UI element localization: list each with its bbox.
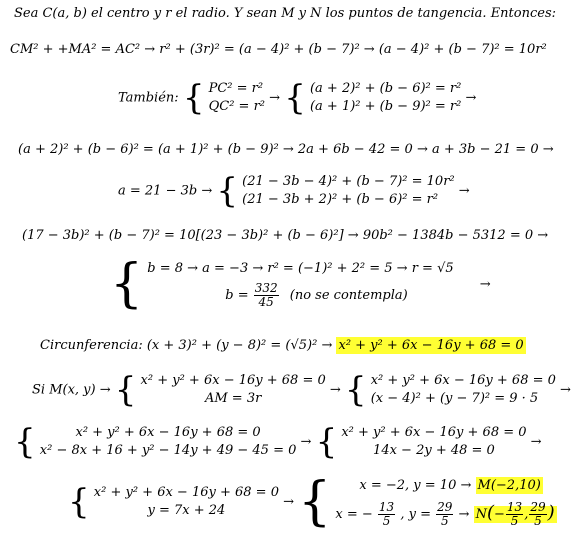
system-row: PC² = r² (208, 81, 264, 96)
fraction (254, 282, 279, 309)
equation-line-1: CM² + +MA² = AC² → r² + (3r)² = (a − 4)² + (b − 7)² → (a − 4)² + (b − 7)² = 10r² (10, 42, 547, 57)
substitution-system (242, 173, 454, 209)
arrow-icon: → (479, 276, 491, 292)
brace-icon: { (182, 78, 205, 118)
equation-line-3: (a + 2)² + (b − 6)² = (a + 1)² + (b − 9)² → 2a + 6b − 42 = 0 → a + 3b − 21 = 0 → (18, 142, 554, 157)
system-row: 14x − 2y + 48 = 0 (373, 443, 495, 458)
circunferencia-equation: (x + 3)² + (y − 8)² = (√5)² → (146, 338, 333, 353)
m-solution: x = −2, y = 10 → (359, 477, 472, 493)
equation-line-5: (17 − 3b)² + (b − 7)² = 10[(23 − 3b)² + (b − 6)²] → 90b² − 1384b − 5312 = 0 → (22, 228, 549, 243)
system-row: x² + y² + 6x − 16y + 68 = 0 (341, 425, 527, 440)
system-row: (21 − 3b + 2)² + (b − 6)² = r² (242, 192, 439, 207)
fraction-numerator: 29 (437, 499, 453, 514)
result-row-m (335, 477, 556, 495)
fraction-denominator: 5 (440, 513, 449, 528)
paren-icon: ) (547, 501, 555, 523)
system-row: x² + y² + 6x − 16y + 68 = 0 (75, 425, 261, 440)
system-row: (a + 2)² + (b − 6)² = r² (309, 81, 462, 96)
si-system-1 (141, 372, 326, 408)
m-point: M(−2,10) (477, 477, 541, 493)
system-row: x² + y² + 6x − 16y + 68 = 0 (370, 373, 556, 388)
arrow-icon: → (560, 382, 571, 398)
intro-text: Sea C(a, b) el centro y r el radio. Y sean M y N los puntos de tangencia. Entonces: (14, 6, 557, 21)
brace-icon: { (315, 422, 338, 462)
tambien-system-2 (310, 80, 461, 116)
system-row: x² − 8x + 16 + y² − 14y + 49 − 45 = 0 (39, 443, 297, 458)
arrow-icon: → (329, 382, 341, 398)
brace-icon: { (14, 422, 36, 462)
fraction (506, 501, 523, 528)
brace-icon: { (110, 254, 144, 314)
substitution-block (118, 173, 470, 209)
circunferencia-label: Circunferencia: (40, 338, 143, 353)
fraction-denominator: 5 (534, 513, 542, 528)
final-system (94, 484, 279, 520)
fraction-numerator: 29 (530, 499, 546, 514)
circunferencia-result: x² + y² + 6x − 16y + 68 = 0 (338, 338, 524, 353)
tambien-system-1 (209, 80, 265, 116)
final-block (68, 472, 557, 532)
system-row: x² + y² + 6x − 16y + 68 = 0 (140, 373, 326, 388)
x-equals: x = − (335, 506, 373, 522)
arrow-icon: → (458, 506, 470, 522)
no-se-contempla: (no se contempla) (289, 287, 408, 303)
brace-icon: { (114, 370, 137, 410)
arrow-icon: → (530, 434, 542, 450)
system-row: QC² = r² (208, 99, 265, 114)
brace-icon: { (344, 370, 367, 410)
solutions-block (110, 254, 491, 314)
fraction (378, 501, 395, 528)
arrow-icon: → (283, 494, 295, 510)
system-row: b = 8 → a = −3 → r² = (−1)² + 2² = 5 → r = √5 (147, 260, 454, 276)
fraction-numerator: 13 (506, 499, 523, 514)
tambien-block (118, 80, 476, 116)
reduction-block (14, 424, 542, 460)
system-row: x² + y² + 6x − 16y + 68 = 0 (93, 485, 279, 500)
fraction-denominator: 5 (382, 513, 391, 528)
si-label: Si M(x, y) → (32, 382, 111, 398)
fraction-numerator: 332 (254, 280, 278, 295)
system-row: (x − 4)² + (y − 7)² = 9 · 5 (370, 391, 539, 406)
system-row: y = 7x + 24 (147, 503, 226, 518)
arrow-icon: → (269, 90, 281, 106)
paren-icon: ( (486, 501, 494, 523)
arrow-icon: → (458, 183, 470, 199)
arrow-icon: → (300, 434, 312, 450)
arrow-icon: → (465, 90, 477, 106)
reduction-system-2 (341, 424, 526, 460)
b-equals: b = (225, 287, 249, 303)
system-row: (a + 1)² + (b − 9)² = r² (309, 99, 462, 114)
brace-icon: { (68, 482, 90, 522)
system-row: AM = 3r (204, 391, 262, 406)
si-block (32, 372, 571, 408)
fraction-denominator: 5 (510, 513, 519, 528)
substitution-left: a = 21 − 3b → (118, 183, 213, 199)
fraction (436, 501, 453, 528)
final-results (335, 477, 556, 528)
result-row-n (335, 501, 556, 528)
system-row (147, 282, 453, 309)
tambien-label: También: (118, 90, 179, 106)
si-system-2 (371, 372, 556, 408)
fraction-numerator: 13 (378, 499, 395, 514)
circunferencia-line (40, 338, 526, 354)
fraction-denominator: 45 (258, 294, 274, 309)
brace-icon: { (284, 78, 306, 118)
n-label: N (475, 506, 487, 522)
fraction (529, 501, 546, 528)
y-equals: , y = (400, 506, 431, 522)
solutions-system (147, 260, 453, 309)
system-row: (21 − 3b − 4)² + (b − 7)² = 10r² (242, 174, 455, 189)
n-point: N(− $\frac{13}{5}$ , $\frac{29}{5}$ ) (475, 499, 555, 528)
brace-icon: { (216, 171, 239, 211)
brace-icon: { (298, 472, 332, 532)
reduction-system-1 (40, 424, 297, 460)
